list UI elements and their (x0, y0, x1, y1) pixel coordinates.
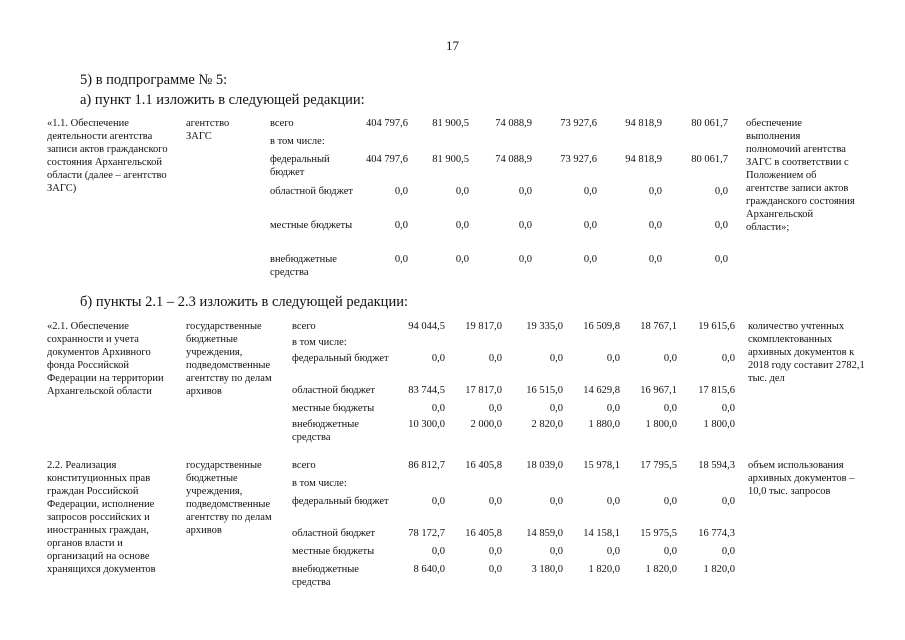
funding-value: 19 335,0 (526, 321, 563, 332)
funding-source-label: внебюджетные средства (292, 564, 359, 588)
funding-value: 0,0 (488, 496, 502, 507)
heading-a: а) пункт 1.1 изложить в следующей редакции: (80, 92, 365, 108)
funding-value: 74 088,9 (495, 154, 532, 165)
funding-value: 0,0 (606, 403, 620, 414)
funding-value: 94 044,5 (408, 321, 445, 332)
funding-value: 16 509,8 (583, 321, 620, 332)
funding-value: 0,0 (663, 496, 677, 507)
funding-source-label: в том числе: (292, 478, 347, 489)
funding-value: 0,0 (431, 496, 445, 507)
funding-value: 17 795,5 (640, 460, 677, 471)
funding-source-label: всего (292, 460, 316, 471)
funding-value: 1 800,0 (703, 419, 735, 430)
funding-value: 16 405,8 (465, 528, 502, 539)
funding-value: 80 061,7 (691, 154, 728, 165)
funding-value: 0,0 (714, 254, 728, 265)
funding-value: 73 927,6 (560, 118, 597, 129)
funding-source-label: местные бюджеты (270, 220, 353, 231)
funding-value: 19 817,0 (465, 321, 502, 332)
funding-value: 0,0 (583, 186, 597, 197)
funding-source-label: всего (292, 321, 316, 332)
funding-value: 2 820,0 (531, 419, 563, 430)
funding-value: 0,0 (721, 496, 735, 507)
funding-source-label: в том числе: (292, 337, 347, 348)
measure-title: 2.2. Реализация конституционных прав граждан Российской Федерации, исполнение запросов российских и иностранных граждан, органов власти и организаций на основе хранящихся документов (47, 460, 156, 575)
outcome-cell: обеспечение выполнения полномочий агентства ЗАГС в соответствии с Положением об агентстве записи актов гражданского состояния Архангельской области»; (746, 118, 855, 233)
funding-value: 80 061,7 (691, 118, 728, 129)
funding-value: 0,0 (394, 220, 408, 231)
funding-value: 83 744,5 (408, 385, 445, 396)
funding-source-label: всего (270, 118, 294, 129)
funding-value: 16 774,3 (698, 528, 735, 539)
funding-value: 404 797,6 (366, 118, 408, 129)
funding-value: 0,0 (583, 220, 597, 231)
executor-cell: государственные бюджетные учреждения, подведомственные агентству по делам архивов (186, 460, 272, 536)
funding-value: 0,0 (606, 496, 620, 507)
funding-source-label: местные бюджеты (292, 546, 375, 557)
funding-value: 0,0 (431, 546, 445, 557)
funding-value: 14 859,0 (526, 528, 563, 539)
funding-value: 19 615,6 (698, 321, 735, 332)
funding-value: 0,0 (431, 353, 445, 364)
funding-source-label: областной бюджет (270, 186, 353, 197)
funding-value: 1 880,0 (588, 419, 620, 430)
funding-value: 14 158,1 (583, 528, 620, 539)
funding-value: 0,0 (549, 546, 563, 557)
funding-value: 1 820,0 (645, 564, 677, 575)
funding-value: 0,0 (518, 186, 532, 197)
funding-value: 0,0 (721, 353, 735, 364)
funding-value: 0,0 (721, 403, 735, 414)
funding-value: 16 515,0 (526, 385, 563, 396)
funding-source-label: федеральный бюджет (292, 353, 389, 364)
funding-value: 15 975,5 (640, 528, 677, 539)
funding-value: 0,0 (583, 254, 597, 265)
funding-value: 1 820,0 (703, 564, 735, 575)
funding-value: 0,0 (648, 220, 662, 231)
funding-value: 81 900,5 (432, 118, 469, 129)
funding-value: 0,0 (549, 403, 563, 414)
measure-title: «1.1. Обеспечение деятельности агентства записи актов гражданского состояния Архангельской области (далее – агентство ЗАГС) (47, 118, 168, 194)
outcome-cell: объем использования архивных документов – 10,0 тыс. запросов (748, 460, 855, 497)
funding-value: 16 405,8 (465, 460, 502, 471)
funding-value: 1 820,0 (588, 564, 620, 575)
funding-value: 0,0 (455, 220, 469, 231)
funding-source-label: областной бюджет (292, 385, 375, 396)
funding-value: 0,0 (488, 564, 502, 575)
funding-value: 94 818,9 (625, 154, 662, 165)
funding-value: 78 172,7 (408, 528, 445, 539)
funding-value: 2 000,0 (470, 419, 502, 430)
funding-value: 0,0 (663, 546, 677, 557)
funding-source-label: областной бюджет (292, 528, 375, 539)
funding-value: 0,0 (606, 546, 620, 557)
funding-value: 0,0 (648, 254, 662, 265)
funding-value: 15 978,1 (583, 460, 620, 471)
funding-value: 16 967,1 (640, 385, 677, 396)
funding-value: 0,0 (518, 220, 532, 231)
funding-value: 0,0 (663, 403, 677, 414)
funding-value: 0,0 (606, 353, 620, 364)
funding-value: 8 640,0 (413, 564, 445, 575)
funding-source-label: федеральный бюджет (270, 154, 330, 178)
funding-value: 0,0 (394, 186, 408, 197)
executor-cell: государственные бюджетные учреждения, подведомственные агентству по делам архивов (186, 321, 272, 397)
funding-value: 1 800,0 (645, 419, 677, 430)
outcome-cell: количество учтенных скомплектованных архивных документов к 2018 году составит 2782,1 тыс. дел (748, 321, 865, 384)
funding-value: 18 594,3 (698, 460, 735, 471)
funding-value: 14 629,8 (583, 385, 620, 396)
funding-value: 86 812,7 (408, 460, 445, 471)
funding-value: 0,0 (721, 546, 735, 557)
funding-value: 94 818,9 (625, 118, 662, 129)
funding-value: 0,0 (431, 403, 445, 414)
funding-source-label: внебюджетные средства (270, 254, 337, 278)
funding-value: 81 900,5 (432, 154, 469, 165)
funding-value: 0,0 (394, 254, 408, 265)
funding-value: 0,0 (488, 546, 502, 557)
funding-value: 0,0 (518, 254, 532, 265)
funding-value: 0,0 (549, 353, 563, 364)
executor-cell: агентство ЗАГС (186, 118, 230, 142)
funding-value: 17 817,0 (465, 385, 502, 396)
heading-b: б) пункты 2.1 – 2.3 изложить в следующей редакции: (80, 294, 408, 310)
funding-source-label: в том числе: (270, 136, 325, 147)
funding-source-label: местные бюджеты (292, 403, 375, 414)
funding-value: 17 815,6 (698, 385, 735, 396)
funding-value: 73 927,6 (560, 154, 597, 165)
funding-value: 74 088,9 (495, 118, 532, 129)
funding-value: 0,0 (714, 186, 728, 197)
funding-value: 0,0 (549, 496, 563, 507)
funding-value: 0,0 (663, 353, 677, 364)
measure-title: «2.1. Обеспечение сохранности и учета документов Архивного фонда Российской Федерации на территории Архангельской области (47, 321, 164, 397)
funding-value: 0,0 (648, 186, 662, 197)
funding-value: 0,0 (714, 220, 728, 231)
funding-source-label: внебюджетные средства (292, 419, 359, 443)
funding-value: 0,0 (455, 254, 469, 265)
funding-value: 18 767,1 (640, 321, 677, 332)
funding-value: 0,0 (455, 186, 469, 197)
funding-value: 3 180,0 (531, 564, 563, 575)
intro-line: 5) в подпрограмме № 5: (80, 72, 228, 88)
funding-source-label: федеральный бюджет (292, 496, 389, 507)
funding-value: 10 300,0 (408, 419, 445, 430)
funding-value: 0,0 (488, 353, 502, 364)
funding-value: 18 039,0 (526, 460, 563, 471)
funding-value: 404 797,6 (366, 154, 408, 165)
funding-value: 0,0 (488, 403, 502, 414)
page-number: 17 (446, 38, 459, 53)
